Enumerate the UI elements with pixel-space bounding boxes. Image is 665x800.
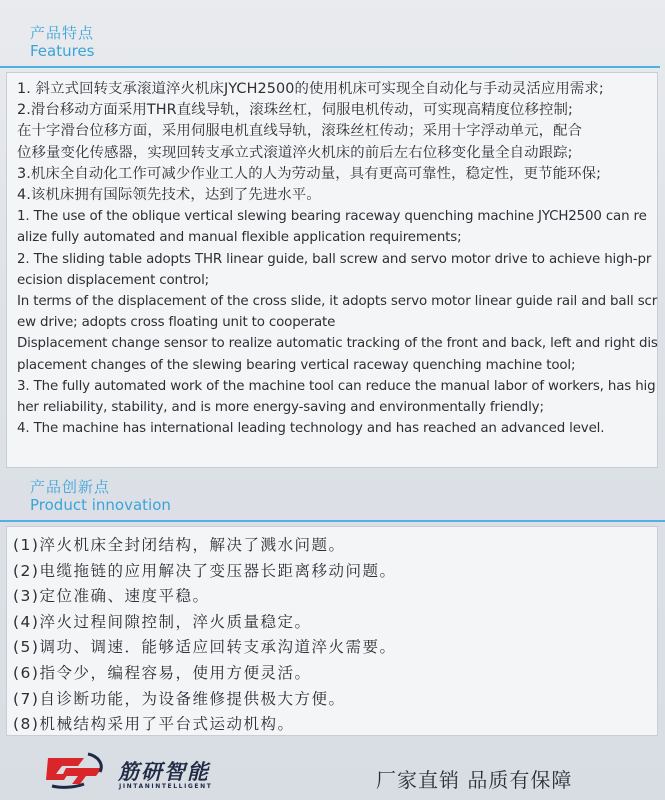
innovation-heading (30, 478, 171, 514)
feature-line: placement changes of the slewing bearing vertical raceway quenching machine tool; (17, 357, 576, 373)
innovation-item: (2)电缆拖链的应用解决了变压器长距离移动问题。 (13, 561, 397, 580)
innovation-item: (6)指令少，编程容易，使用方便灵活。 (13, 663, 312, 682)
feature-line: Displacement change sensor to realize automatic tracking of the front and back, left and right dis (17, 336, 658, 352)
footer (0, 740, 665, 800)
innovation-item: (7)自诊断功能，为设备维修提供极大方便。 (13, 689, 346, 708)
features-divider (0, 66, 660, 68)
innovation-panel (6, 526, 658, 736)
innovation-title-cn: 产品创新点 (30, 478, 111, 496)
innovation-title-en: Product innovation (30, 496, 171, 514)
feature-line: 位移量变化传感器，实现回转支承立式滚道淬火机床的前后左右位移变化量全自动跟踪; (17, 144, 573, 161)
feature-line: ecision displacement control; (17, 272, 210, 288)
brand-name-en: JINTANINTELLIGENT (119, 783, 213, 790)
slogan: 厂家直销 品质有保障 (376, 768, 573, 792)
feature-line: ew drive; adopts cross floating unit to cooperate (17, 315, 336, 331)
feature-line: 2.滑台移动方面采用THR直线导轨，滚珠丝杠，伺服电机传动，可实现高精度位移控制; (17, 102, 573, 119)
feature-line: 3.机床全自动化工作可减少作业工人的人为劳动量，具有更高可靠性，稳定性，更节能环保; (17, 165, 602, 182)
features-title-en: Features (30, 42, 95, 60)
innovation-item: (1)淬火机床全封闭结构，解决了溅水问题。 (13, 536, 346, 554)
innovation-item: (3)定位准确、速度平稳。 (13, 587, 210, 606)
features-heading (30, 24, 95, 60)
feature-line: 1. The use of the oblique vertical slewing bearing raceway quenching machine JYCH2500 can re (17, 209, 647, 225)
features-panel (6, 72, 658, 468)
brand-logo-icon (44, 750, 106, 790)
feature-line: 4. The machine has international leading technology and has reached an advanced level. (17, 421, 605, 437)
features-title-cn: 产品特点 (30, 24, 95, 42)
feature-line: her reliability, stability, and is more energy-saving and environmentally friendly; (17, 400, 544, 416)
innovation-item: (4)淬火过程间隙控制，淬火质量稳定。 (13, 612, 312, 631)
innovation-divider (0, 520, 665, 522)
innovation-item: (5)调功、调速．能够适应回转支承沟道淬火需要。 (13, 638, 397, 657)
feature-line: 4.该机床拥有国际领先技术，达到了先进水平。 (17, 187, 321, 204)
innovation-item: (8)机械结构采用了平台式运动机构。 (13, 715, 295, 734)
feature-line: 1. 斜立式回转支承滚道淬火机床JYCH2500的使用机床可实现全自动化与手动灵活应用需求; (17, 81, 604, 97)
feature-line: 在十字滑台位移方面，采用伺服电机直线导轨，滚珠丝杠传动；采用十字浮动单元，配合 (17, 123, 583, 140)
brand-name-cn: 筋研智能 (118, 760, 210, 784)
feature-line: alize fully automated and manual flexible application requirements; (17, 230, 462, 246)
feature-line: In terms of the displacement of the cross slide, it adopts servo motor linear guide rail and ball scr (17, 294, 658, 310)
feature-line: 3. The fully automated work of the machine tool can reduce the manual labor of workers, has hig (17, 378, 656, 394)
feature-line: 2. The sliding table adopts THR linear guide, ball screw and servo motor drive to achieve high-pr (17, 251, 652, 267)
